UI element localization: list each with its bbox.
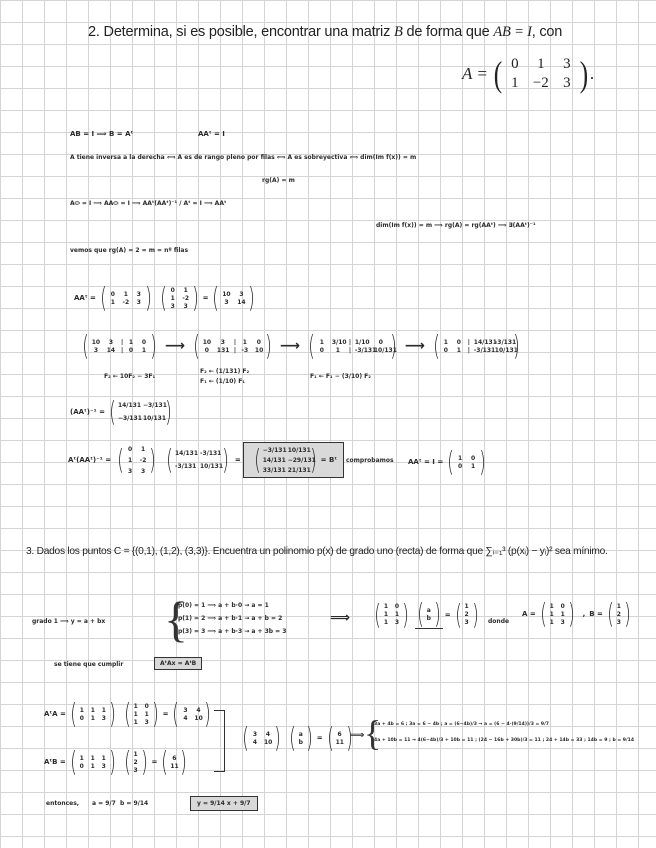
matrix-a-label: A = (462, 64, 488, 83)
matrix-a-cells: 0 1 3 1 −2 3 (511, 56, 571, 91)
result-label: entonces, (46, 800, 80, 807)
a-value: a = 9/7 (92, 800, 116, 807)
implies-arrow-2: ⟹ (350, 730, 365, 741)
work-line-4: dim(Im f(x)) = m ⟹ rg(A) = rg(AAᵗ) ⟹ ∃(AAᵗ)⁻¹ (376, 222, 536, 229)
gauss-note-3: F₁ ← F₁ − (3/10) F₂ (310, 373, 371, 380)
gauss-jordan-steps: ( 10 3 | 1 0 3 14 | 0 1 ) ⟶ ( 10 3 | 1 0 0 131 | -3 10 ) ⟶ ( 1 3/10 | 1/10 0 0 1 | -3/131 10/131 ) ⟶ ( 1 0 | 14/131 -3/131 0 1 | -3/131 10/131 ) (82, 329, 520, 362)
bt-result-box: ( −3/131 10/131 14/131 −29/131 33/131 21/131 ) = Bᵗ (243, 442, 344, 478)
work-line-1a: AB = I ⟹ B = Aᵗ (70, 130, 134, 138)
check-identity: AAᵗ = I = ( 1 0 0 1 ) (408, 445, 486, 478)
combine-bracket (214, 710, 225, 772)
b-value: b = 9/14 (120, 800, 149, 807)
work-line-3: A⬭ = I ⟹ AA⬭ = I ⟹ AAᵗ(AAᵗ)⁻¹ / Aᵗ = I ⟹ AAᵗ (70, 200, 227, 207)
normal-equation: AᵗAx = AᵗB (154, 657, 202, 670)
question-2-statement: 2. Determina, si es posible, encontrar una matriz B de forma que AB = I, con (88, 24, 563, 40)
gauss-note-2b: F₁ ← (1/10) F₁ (200, 378, 245, 385)
final-answer-box: y = 9/14 x + 9/7 (190, 796, 258, 811)
work-line-2: A tiene inversa a la derecha ⟺ A es de rango pleno por filas ⟺ A es sobreyectiva ⟺ dim(Im f(x)) = m (70, 154, 417, 161)
check-label: comprobamos (346, 457, 394, 464)
gauss-note-2a: F₂ ← (1/131) F₂ (200, 368, 250, 375)
matrix-system: ( 1 0 1 1 1 3 ) ( a b ) = ( 1 2 3 ) (374, 597, 479, 631)
implies-arrow: ⟹ (330, 610, 351, 626)
question-3-statement: 3. Dados los puntos C = {(0,1), (1,2), (3,3)}. Encuentra un polinomio p(x) de grado uno (recta) de forma que ∑ᵢ₌₁³ (p(xᵢ) − yᵢ)² sea mínimo. (26, 546, 608, 557)
aat-product: AAᵗ = ( 0 1 3 1 -2 3 ) ( 0 1 1 -2 3 3 ) = ( 10 3 3 14 ) (74, 281, 256, 314)
cumplir-label: se tiene que cumplir (54, 661, 124, 668)
atb-computation: AᵗB = ( 1 1 1 0 1 3 ) ( 1 2 3 ) = ( 6 11 ) (44, 745, 188, 778)
matrix-a-definition: A = ( 0 1 3 1 −2 3 ) . (462, 54, 595, 94)
inverse-matrix: (AAᵗ)⁻¹ = ( 14/131 −3/131 −3/131 10/131 ) (70, 395, 172, 428)
work-line-2b: rg(A) = m (262, 177, 295, 184)
question-number: 2. (88, 24, 100, 40)
gauss-note-1: F₂ ← 10F₂ − 3F₁ (104, 373, 156, 380)
reduced-system: ( 3 4 4 10 ) ( a b ) = ( 6 11 ) (242, 721, 353, 754)
ata-computation: AᵗA = ( 1 1 1 0 1 3 ) ( 1 0 1 1 1 3 ) = ( 3 4 4 10 ) (44, 697, 212, 730)
bt-computation: Aᵗ(AAᵗ)⁻¹ = ( 0 1 1 -2 3 3 ) ( 14/131 -3/131 -3/131 10/131 ) = ( −3/131 10/131 14/131 −29/131 33/131 21/131 ) = Bᵗ (68, 442, 344, 478)
donde-label: donde (488, 618, 510, 625)
a-b-definitions: A = ( 1 0 1 1 1 3 ) , B = ( 1 2 3 ) (522, 597, 631, 630)
work-line-1b: AAᵗ = I (198, 130, 225, 138)
grado-line: grado 1 ⟹ y = a + bx (32, 618, 106, 625)
work-line-5: vemos que rg(A) = 2 = m = nº filas (70, 247, 189, 254)
